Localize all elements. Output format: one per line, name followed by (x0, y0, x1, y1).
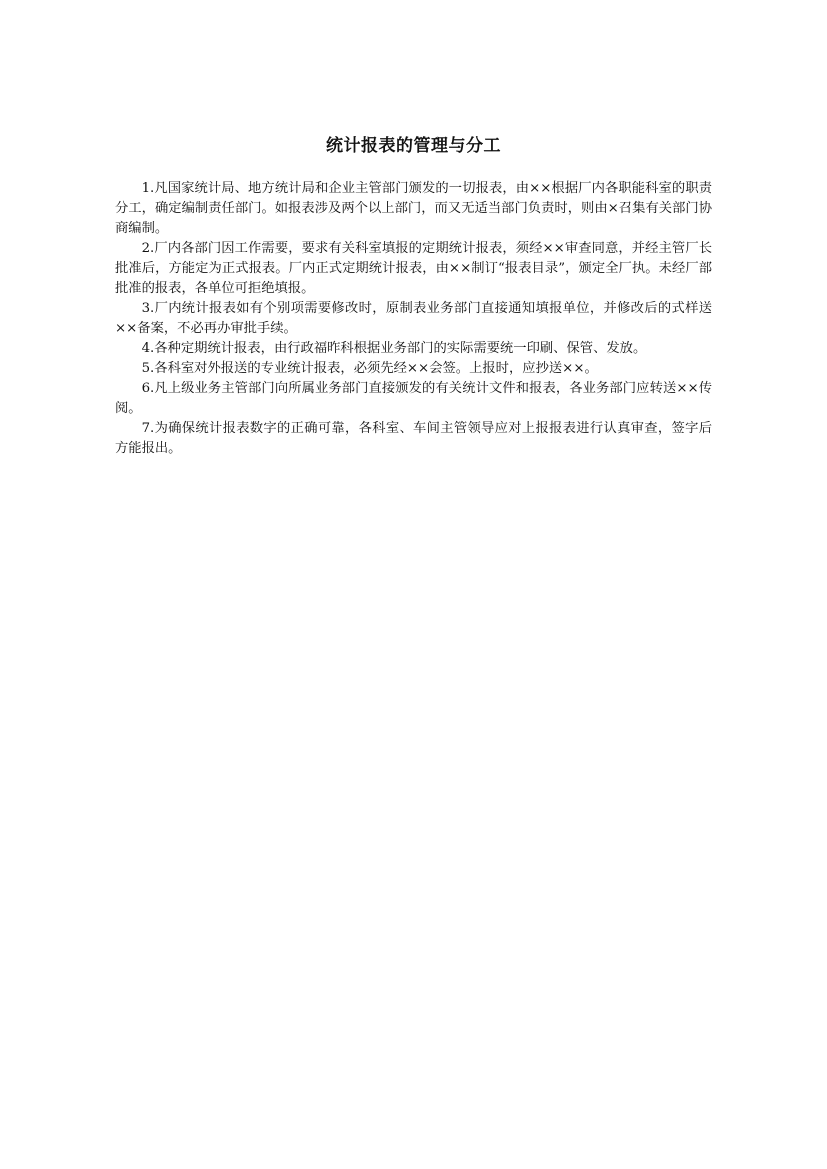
document-body (115, 179, 712, 459)
paragraph-6: 6.凡上级业务主管部门向所属业务部门直接颁发的有关统计文件和报表，各业务部门应转送××传阅。 (115, 381, 712, 416)
paragraph-1: 1.凡国家统计局、地方统计局和企业主管部门颁发的一切报表，由××根据厂内各职能科室的职责分工，确定编制责任部门。如报表涉及两个以上部门，而又无适当部门负责时，则由×召集有关部门协商编制。 (115, 181, 712, 236)
paragraph-2: 2.厂内各部门因工作需要，要求有关科室填报的定期统计报表，须经××审查同意，并经主管厂长批准后，方能定为正式报表。厂内正式定期统计报表，由××制订“报表目录”，颁定全厂执。未经厂部批准的报表，各单位可拒绝填报。 (115, 241, 712, 296)
paragraph-5: 5.各科室对外报送的专业统计报表，必须先经××会签。上报时，应抄送××。 (141, 361, 598, 376)
page-title: 统计报表的管理与分工 (326, 136, 501, 156)
paragraph-3: 3.厂内统计报表如有个别项需要修改时，原制表业务部门直接通知填报单位，并修改后的式样送××备案，不必再办审批手续。 (115, 301, 712, 336)
paragraph-7: 7.为确保统计报表数字的正确可靠，各科室、车间主管领导应对上报报表进行认真审查，签字后方能报出。 (115, 421, 712, 456)
paragraph-4: 4.各种定期统计报表，由行政福昨科根据业务部门的实际需要统一印刷、保管、发放。 (141, 341, 647, 356)
